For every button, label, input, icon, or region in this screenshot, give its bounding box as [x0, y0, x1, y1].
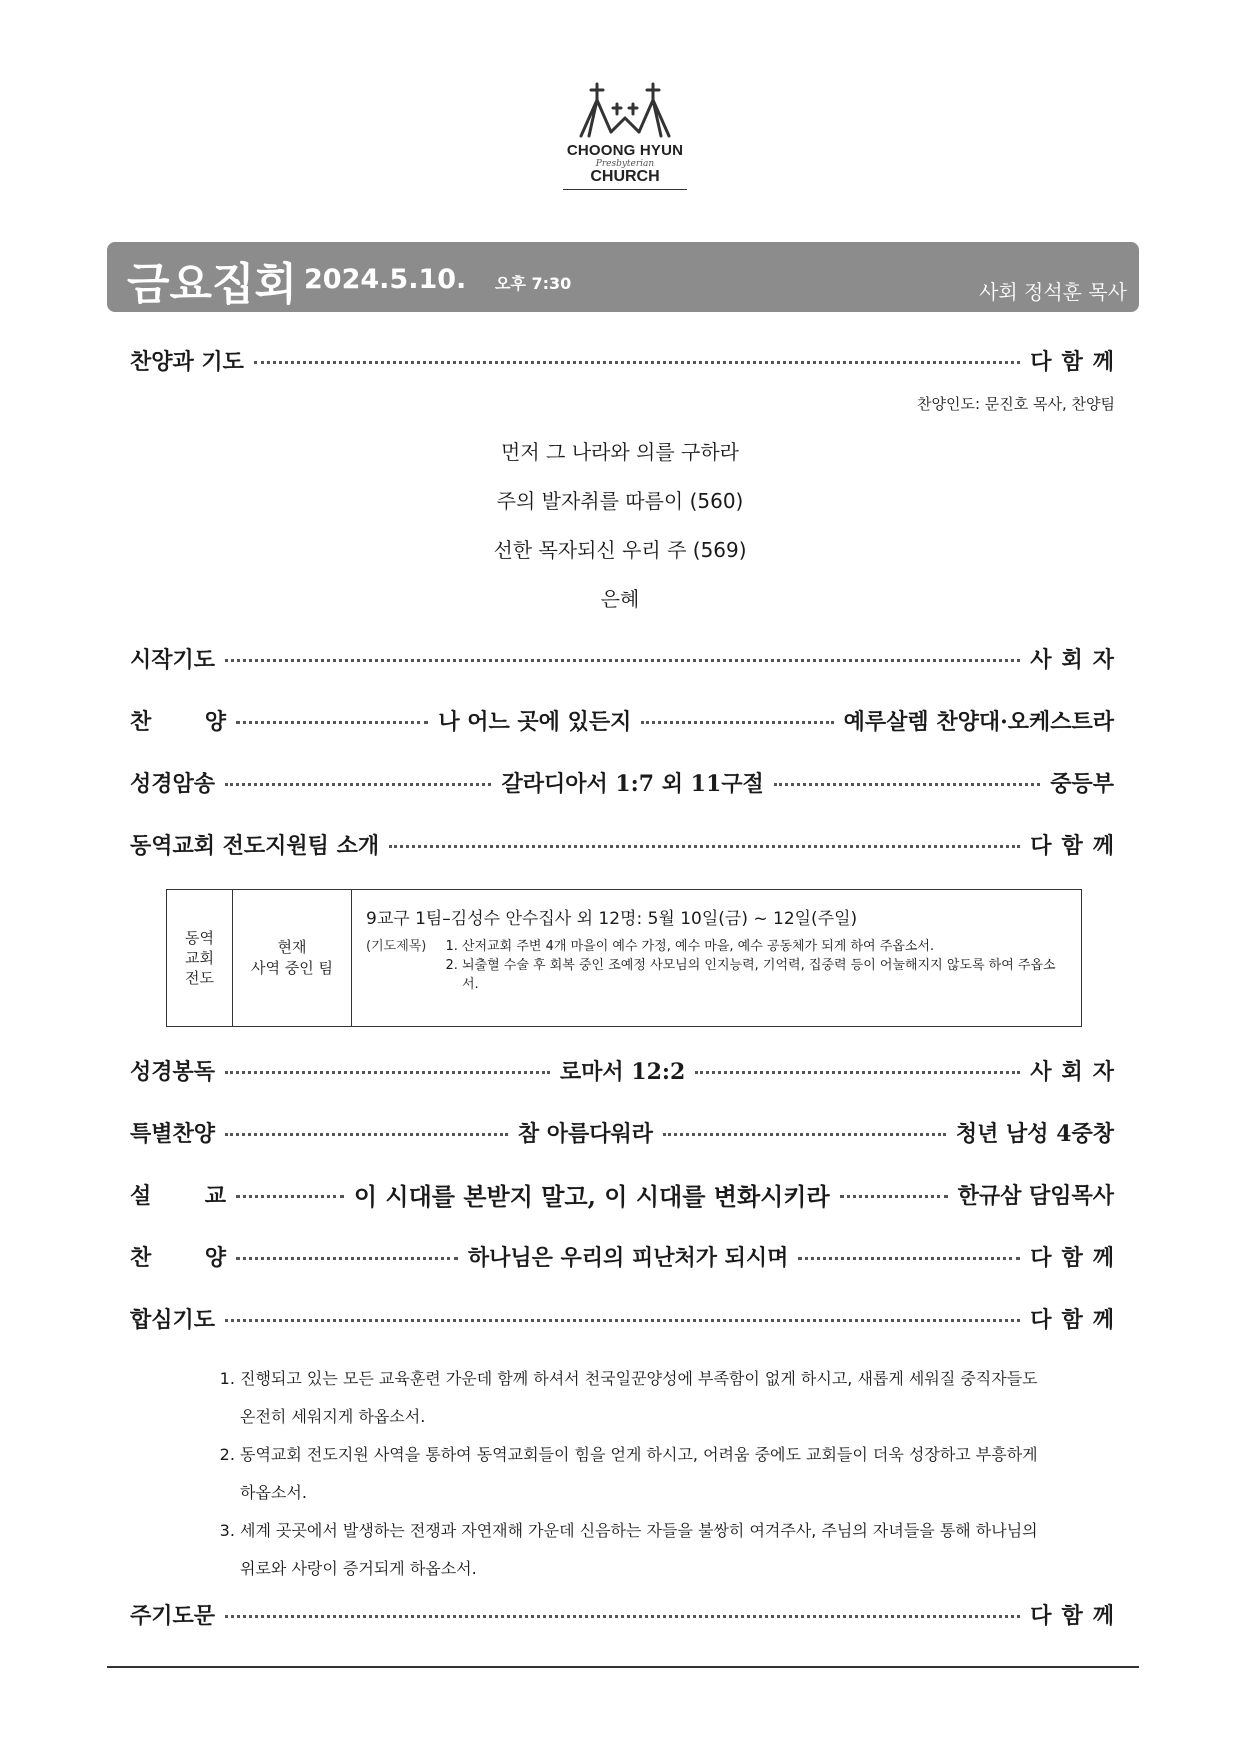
- logo-subtitle: Presbyterian: [595, 159, 655, 169]
- dot-leader: [695, 1071, 1020, 1074]
- prayer-topic-item: 2. 동역교회 전도지원 사역을 통하여 동역교회들이 힘을 얻게 하시고, 어려움 중에도 교회들이 더욱 성장하고 부흥하게 하옵소서.: [240, 1436, 1048, 1512]
- row-title: 로마서 12:2: [559, 1058, 686, 1085]
- song-item: 선한 목자되신 우리 주 (569): [493, 538, 747, 562]
- row-right: 한규삼 담임목사: [957, 1182, 1114, 1209]
- row-right: 사회자: [1030, 1058, 1124, 1085]
- row-label: 찬양과 기도: [130, 348, 244, 375]
- row-label: 시작기도: [130, 646, 216, 673]
- song-item: 주의 발자취를 따름이 (560): [496, 489, 744, 513]
- dot-leader: [798, 1257, 1020, 1260]
- row-label: 동역교회 전도지원팀 소개: [130, 832, 380, 859]
- program-row-reading: [130, 1052, 1124, 1088]
- church-logo: [560, 82, 690, 204]
- row-right: 예루살렘 찬양대·오케스트라: [843, 708, 1114, 735]
- mission-team-box: [166, 889, 1082, 1027]
- row-label: 합심기도: [130, 1306, 216, 1333]
- row-right: 청년 남성 4중창: [955, 1120, 1115, 1147]
- dot-leader: [225, 1071, 550, 1074]
- row-label: 특별찬양: [130, 1120, 216, 1147]
- prayer-topic-item: 1. 진행되고 있는 모든 교육훈련 가운데 함께 하셔서 천국일꾼양성에 부족함이 없게 하시고, 새롭게 세워질 중직자들도 온전히 세워지게 하옵소서.: [240, 1360, 1048, 1436]
- row-title: 이 시대를 본받지 말고, 이 시대를 변화시키라: [353, 1181, 830, 1211]
- row-title: 갈라디아서 1:7 외 11구절: [501, 770, 764, 797]
- row-label: 설 교: [130, 1182, 226, 1209]
- dot-leader: [840, 1195, 948, 1198]
- bottom-divider: [107, 1666, 1139, 1668]
- dot-leader: [225, 1319, 1020, 1322]
- row-right: 중등부: [1050, 770, 1115, 797]
- dot-leader: [225, 1615, 1020, 1618]
- header-bar: [107, 242, 1139, 312]
- dot-leader: [641, 721, 833, 724]
- program-row-unison-prayer: [130, 1300, 1124, 1336]
- program-row-hymn2: [130, 1238, 1124, 1274]
- program-row-team-intro: [130, 826, 1124, 862]
- logo-rule: [563, 189, 687, 190]
- page-title: 금요집회: [127, 259, 298, 310]
- program-row-hymn1: [130, 702, 1114, 738]
- dot-leader: [254, 361, 1020, 364]
- mission-status: 현재 사역 중인 팀: [233, 890, 352, 1026]
- row-right: 다함께: [1030, 1602, 1124, 1629]
- row-right: 다함께: [1030, 348, 1124, 375]
- church-cross-icon: [569, 82, 681, 138]
- logo-name: CHOONG HYUN: [566, 142, 684, 159]
- dot-leader: [236, 1195, 344, 1198]
- logo-church: CHURCH: [590, 168, 660, 185]
- row-label: 성경봉독: [130, 1058, 216, 1085]
- prayer-topics: [218, 1360, 1048, 1588]
- prayer-tag: (기도제목): [366, 939, 427, 954]
- program-row-opening-prayer: [130, 640, 1124, 676]
- service-time: 오후 7:30: [495, 274, 572, 293]
- prayer-item: 2. 뇌출혈 수술 후 회복 중인 조예정 사모님의 인지능력, 기억력, 집중력 등이 어눌해지지 않도록 하여 주옵소서.: [462, 956, 1067, 994]
- row-right: 사회자: [1030, 646, 1124, 673]
- dot-leader: [663, 1133, 946, 1136]
- row-title: 하나님은 우리의 피난처가 되시며: [467, 1244, 789, 1271]
- mission-category: 동역 교회 전도: [167, 890, 233, 1026]
- program-row-praise: [130, 342, 1124, 378]
- row-title: 참 아름다워라: [517, 1120, 654, 1147]
- mission-team: 9교구 1팀–김성수 안수집사 외 12명: 5월 10일(금) ~ 12일(주일): [366, 909, 858, 929]
- song-item: 먼저 그 나라와 의를 구하라: [501, 440, 739, 464]
- dot-leader: [774, 783, 1040, 786]
- dot-leader: [225, 783, 491, 786]
- song-item: 은혜: [600, 587, 640, 611]
- service-date: 2024.5.10.: [304, 264, 467, 295]
- program-row-sermon: [130, 1176, 1114, 1212]
- row-right: 다함께: [1030, 1244, 1124, 1271]
- mission-prayers: [366, 937, 1067, 994]
- row-label: 성경암송: [130, 770, 216, 797]
- program-row-lords-prayer: [130, 1596, 1124, 1632]
- presider: 사회 정석훈 목사: [979, 280, 1127, 304]
- row-right: 다함께: [1030, 832, 1124, 859]
- dot-leader: [236, 1257, 458, 1260]
- row-label: 찬 양: [130, 1244, 226, 1271]
- prayer-topic-item: 3. 세계 곳곳에서 발생하는 전쟁과 자연재해 가운데 신음하는 자들을 불쌍히 여겨주사, 주님의 자녀들을 통해 하나님의 위로와 사랑이 증거되게 하옵소서.: [240, 1512, 1048, 1588]
- song-list: [0, 428, 1240, 624]
- praise-leader-note: 찬양인도: 문진호 목사, 찬양팀: [916, 395, 1115, 413]
- program-row-recitation: [130, 764, 1114, 800]
- dot-leader: [225, 1133, 508, 1136]
- program-row-special: [130, 1114, 1114, 1150]
- row-label: 찬 양: [130, 708, 226, 735]
- row-label: 주기도문: [130, 1602, 216, 1629]
- dot-leader: [225, 659, 1020, 662]
- row-title: 나 어느 곳에 있든지: [438, 708, 632, 735]
- prayer-item: 1. 산저교회 주변 4개 마을이 예수 가정, 예수 마을, 예수 공동체가 되게 하여 주옵소서.: [462, 937, 1067, 956]
- dot-leader: [236, 721, 428, 724]
- mission-details: [352, 890, 1081, 1026]
- row-right: 다함께: [1030, 1306, 1124, 1333]
- dot-leader: [389, 845, 1020, 848]
